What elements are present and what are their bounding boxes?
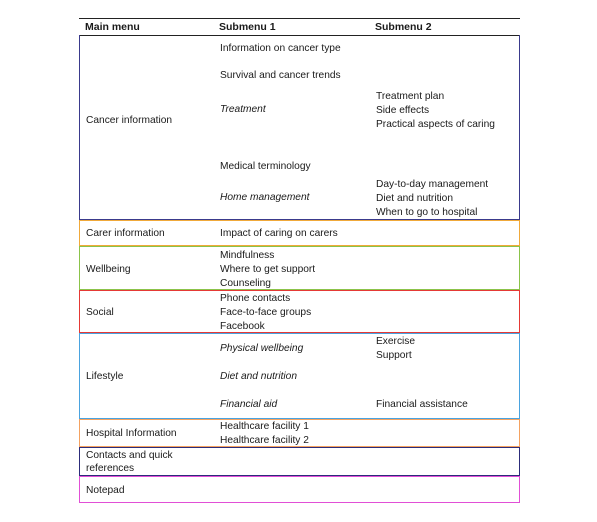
submenu-healthcare-facility-1[interactable]: Healthcare facility 1 [220,421,309,432]
submenu-information-on-cancer-type[interactable]: Information on cancer type [220,43,341,54]
section-cancer-information [79,35,520,220]
submenu-physical-wellbeing[interactable]: Physical wellbeing [220,343,304,354]
submenu2-practical-aspects-of-caring[interactable]: Practical aspects of caring [376,119,495,130]
submenu-phone-contacts[interactable]: Phone contacts [220,293,291,304]
main-menu-carer-information[interactable]: Carer information [86,228,165,239]
section-wellbeing [79,246,520,290]
submenu-healthcare-facility-2[interactable]: Healthcare facility 2 [220,435,309,446]
submenu-financial-aid[interactable]: Financial aid [220,399,278,410]
main-menu-lifestyle[interactable]: Lifestyle [86,371,124,382]
submenu-face-to-face-groups[interactable]: Face-to-face groups [220,307,312,318]
main-menu-hospital-information[interactable]: Hospital Information [86,428,177,439]
submenu2-exercise[interactable]: Exercise [376,336,416,347]
submenu-where-to-get-support[interactable]: Where to get support [220,264,316,275]
header-submenu-1: Submenu 1 [219,21,276,33]
submenu-treatment[interactable]: Treatment [220,104,266,115]
main-menu-social[interactable]: Social [86,307,114,318]
submenu-medical-terminology[interactable]: Medical terminology [220,161,311,172]
section-notepad [79,476,520,503]
header-submenu-2: Submenu 2 [375,21,432,33]
submenu-impact-of-caring-on-carers[interactable]: Impact of caring on carers [220,228,338,239]
section-lifestyle [79,333,520,419]
section-contacts-and-quick-references [79,447,520,476]
submenu2-when-to-go-to-hospital[interactable]: When to go to hospital [376,207,478,218]
submenu-mindfulness[interactable]: Mindfulness [220,250,275,261]
section-hospital-information [79,419,520,447]
submenu-diet-and-nutrition[interactable]: Diet and nutrition [220,371,298,382]
submenu2-treatment-plan[interactable]: Treatment plan [376,91,445,102]
section-social [79,290,520,333]
table-header [79,18,520,36]
main-menu-contacts-and-quick-references[interactable]: Contacts and quick references [86,450,173,474]
submenu2-financial-assistance[interactable]: Financial assistance [376,399,468,410]
submenu2-support[interactable]: Support [376,350,412,361]
section-carer-information [79,220,520,246]
submenu2-diet-and-nutrition[interactable]: Diet and nutrition [376,193,454,204]
main-menu-wellbeing[interactable]: Wellbeing [86,264,131,275]
submenu-counseling[interactable]: Counseling [220,278,271,289]
submenu-home-management[interactable]: Home management [220,192,310,203]
submenu2-day-to-day-management[interactable]: Day-to-day management [376,179,489,190]
submenu-survival-and-cancer-trends[interactable]: Survival and cancer trends [220,70,341,81]
submenu-facebook[interactable]: Facebook [220,321,265,332]
submenu2-side-effects[interactable]: Side effects [376,105,430,116]
main-menu-notepad[interactable]: Notepad [86,485,125,496]
main-menu-cancer-information[interactable]: Cancer information [86,115,173,126]
header-main-menu: Main menu [85,21,140,33]
